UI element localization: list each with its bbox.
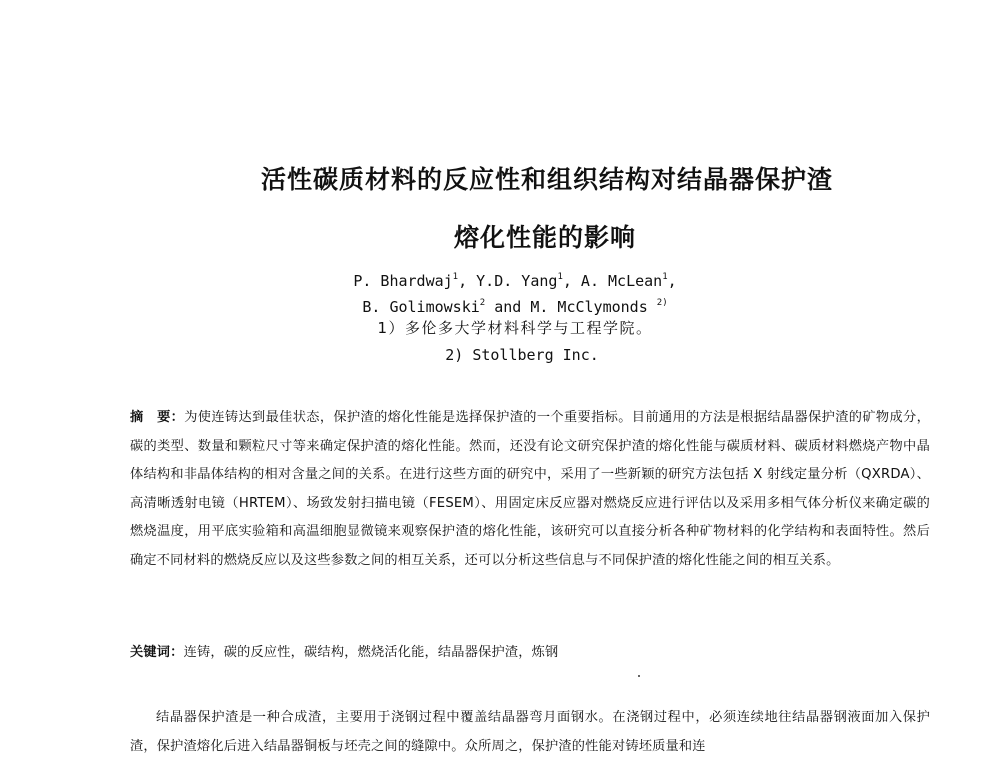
- abstract-text: 为使连铸达到最佳状态，保护渣的熔化性能是选择保护渣的一个重要指标。目前通用的方法是根据结晶器保护渣的矿物成分，碳的类型、数量和颗粒尺寸等来确定保护渣的熔化性能。然而，还没有论文研究保护渣的熔化性能与碳质材料、碳质材料燃烧产物中晶体结构和非晶体结构的相对含量之间的关系。在进行这些方面的研究中，采用了一些新颖的研究方法包括 X 射线定量分析（QXRDA）、高清晰透射电镜（HRTEM）、场致发射扫描电镜（FESEM）、用固定床反应器对燃烧反应进行评估以及采用多相气体分析仪来确定碳的燃烧温度，用平底实验箱和高温细胞显微镜来观察保护渣的熔化性能，该研究可以直接分析各种矿物材料的化学结构和表面特性。然后确定不同材料的燃烧反应以及这些参数之间的相互关系，还可以分析这些信息与不同保护渣的熔化性能之间的相互关系。: [130, 410, 930, 568]
- scan-speck: [638, 675, 640, 677]
- author-name: , Y.D. Yang: [458, 272, 558, 290]
- paper-title-line-2: 熔化性能的影响: [453, 223, 636, 252]
- affiliation-2: 2) Stollberg Inc.: [445, 346, 599, 364]
- author-line-2: [15, 291, 1000, 319]
- author-affil-mark: 1: [452, 272, 459, 282]
- author-separator: ,: [667, 272, 677, 290]
- author-affil-mark: 1: [557, 272, 563, 282]
- keywords: [130, 639, 930, 667]
- author-name: P. Bhardwaj: [353, 272, 453, 290]
- paper-title-line-1: 活性碳质材料的反应性和组织结构对结晶器保护渣: [260, 165, 833, 194]
- intro-paragraph: 结晶器保护渣是一种合成渣，主要用于浇钢过程中覆盖结晶器弯月面钢水。在浇钢过程中，必须连续地往结晶器钢液面加入保护渣，保护渣熔化后进入结晶器铜板与坯壳之间的缝隙中。众所周之，保护渣的性能对铸坯质量和连: [130, 710, 930, 754]
- keywords-text: 连铸，碳的反应性，碳结构，燃烧活化能，结晶器保护渣，炼钢: [183, 645, 559, 660]
- author-name: B. Golimowski: [362, 298, 480, 316]
- abstract: [130, 404, 930, 576]
- abstract-label: 摘 要：: [130, 410, 185, 425]
- affiliation-1: 1）多伦多大学材料科学与工程学院。: [377, 319, 653, 337]
- keywords-label: 关键词：: [130, 645, 184, 660]
- author-affil-mark: 1: [662, 272, 668, 282]
- author-name: and M. McClymonds: [485, 298, 657, 316]
- author-affil-mark: 2: [479, 298, 486, 308]
- author-line-1: [15, 265, 1000, 293]
- author-affil-mark: 2): [656, 298, 668, 308]
- author-name: , A. McLean: [562, 272, 663, 290]
